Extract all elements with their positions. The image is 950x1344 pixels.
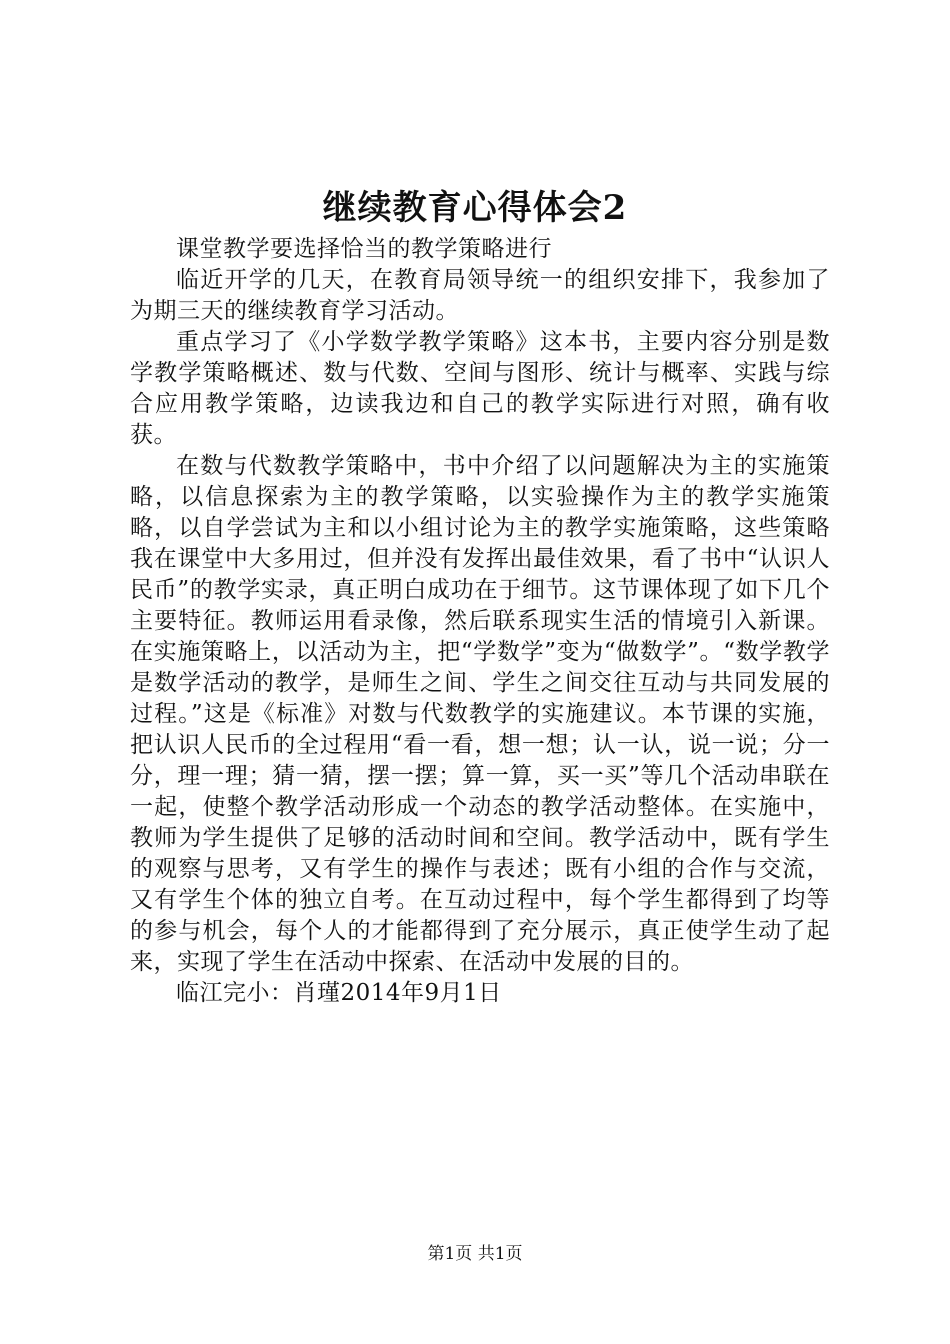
signature-line: 临江完小：肖瑾2014年9月1日	[176, 980, 502, 1006]
body-paragraph: 在数与代数教学策略中，书中介绍了以问题解决为主的实施策略，以信息探索为主的教学策略，以实验操作为主的教学实施策略，以自学尝试为主和以小组讨论为主的教学实施策略，这些策略我在课堂中大多用过，但并没有发挥出最佳效果，看了书中“认识人民币”的教学实录，真正明白成功在于细节。这节课体现了如下几个主要特征。教师运用看录像，然后联系现实生活的情境引入新课。在实施策略上，以活动为主，把“学数学”变为“做数学”。“数学教学是数学活动的教学，是师生之间、学生之间交往互动与共同发展的过程。”这是《标准》对数与代数教学的实施建议。本节课的实施，把认识人民币的全过程用“看一看，想一想；认一认，说一说；分一分，理一理；猜一猜，摆一摆；算一算，买一买”等几个活动串联在一起，使整个教学活动形成一个动态的教学活动整体。在实施中，教师为学生提供了足够的活动时间和空间。教学活动中，既有学生的观察与思考，又有学生的操作与表述；既有小组的合作与交流，又有学生个体的独立自考。在互动过程中，每个学生都得到了均等的参与机会，每个人的才能都得到了充分展示，真正使学生动了起来，实现了学生在活动中探索、在活动中发展的目的。	[130, 453, 830, 975]
document-body	[130, 234, 830, 1009]
body-paragraph: 重点学习了《小学数学教学策略》这本书，主要内容分别是数学教学策略概述、数与代数、空间与图形、统计与概率、实践与综合应用教学策略，边读我边和自己的教学实际进行对照，确有收获。	[130, 329, 830, 448]
page-number-footer: 第1页 共1页	[427, 1244, 523, 1264]
document-title: 继续教育心得体会2	[322, 188, 628, 228]
body-paragraph: 课堂教学要选择恰当的教学策略进行	[176, 236, 552, 262]
body-paragraph: 临近开学的几天，在教育局领导统一的组织安排下，我参加了为期三天的继续教育学习活动。	[130, 267, 830, 324]
